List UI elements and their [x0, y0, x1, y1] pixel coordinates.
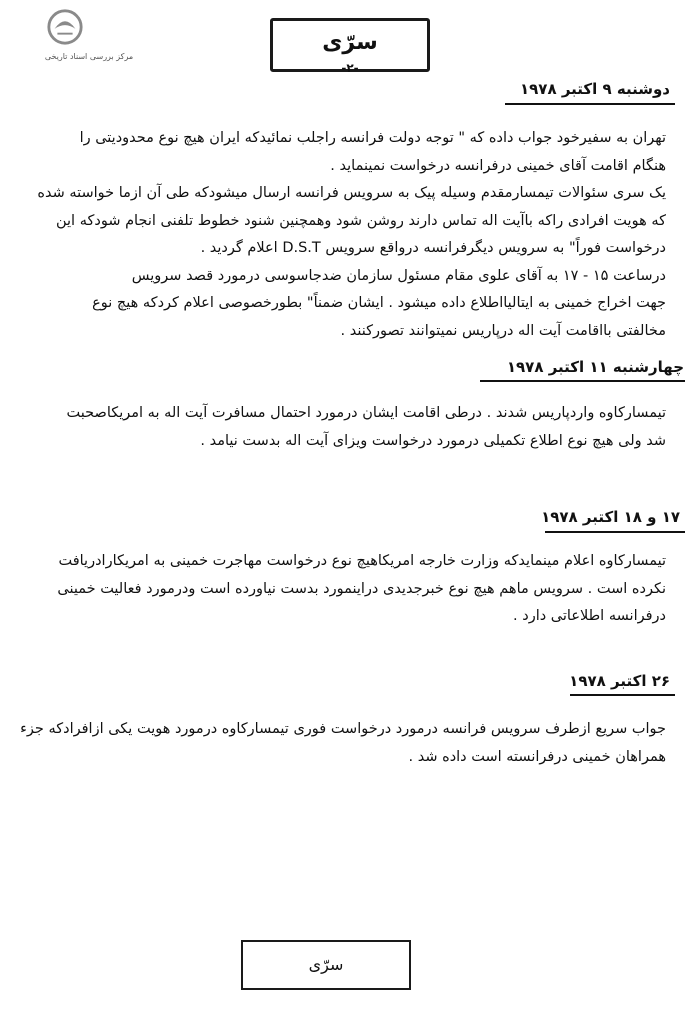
- text-line: درساعت ۱۵ - ۱۷ به آقای علوی مقام مسئول سازمان ضدجاسوسی درمورد قصد سرویس: [131, 267, 666, 284]
- footer-classification-stamp: [241, 940, 411, 990]
- entry-date: چهارشنبه ۱۱ اکتبر ۱۹۷۸: [506, 358, 684, 376]
- text-line: هنگام اقامت آقای خمینی درفرانسه درخواست نمینماید .: [330, 157, 666, 174]
- classification-stamp: [270, 18, 430, 75]
- text-line: تهران به سفیرخود جواب داده که " توجه دولت فرانسه راجلب نمائیدکه ایران هیچ نوع محدودیتی را: [79, 130, 666, 146]
- text-line: مخالفتی بااقامت آیت اله درپاریس نمیتوانند تصورکنند .: [340, 322, 666, 339]
- entry-body: [20, 400, 666, 455]
- entry-body: [20, 716, 666, 771]
- text-line: درفرانسه اطلاعاتی دارد .: [513, 608, 666, 624]
- watermark-text: مرکز بررسی اسناد تاریخی: [44, 52, 134, 61]
- text-line: که هویت افرادی راکه باآیت اله تماس دارند روشن شود وهمچنین شنود خطوط تلفنی انجام شودکه این: [55, 212, 666, 229]
- date-underline: [545, 531, 685, 533]
- text-line: تیمسارکاوه اعلام مینمایدکه وزارت خارجه امریکاهیچ نوع درخواست مهاجرت خمینی به امریکارادریافت: [58, 553, 666, 569]
- text-line: یک سری سئوالات تیمسارمقدم وسیله پیک به سرویس فرانسه ارسال میشودکه طی آن ازما خواسته شده: [37, 185, 666, 201]
- entry-date: ۱۷ و ۱۸ اکتبر ۱۹۷۸: [541, 508, 680, 526]
- text-line: جواب سریع ازطرف سرویس فرانسه درمورد درخواست فوری تیمسارکاوه درمورد هویت یکی ازافرادکه جزء: [20, 721, 666, 737]
- entry-body: [20, 125, 666, 345]
- entry-date: دوشنبه ۹ اکتبر ۱۹۷۸: [519, 80, 670, 98]
- text-line: جهت اخراج خمینی به ایتالیااطلاع داده میشود . ایشان ضمناً" بطورخصوصی اعلام کردکه هیچ نوع: [92, 295, 666, 311]
- text-line: همراهان خمینی درفرانسته است داده شد .: [408, 748, 666, 765]
- text-line: تیمسارکاوه واردپاریس شدند . درطی اقامت ایشان درمورد احتمال مسافرت آیت اله به امریکاصحبت: [66, 405, 666, 421]
- date-underline: [480, 380, 685, 382]
- text-line: نکرده است . سرویس ماهم هیچ نوع خبرجدیدی دراینمورد بدست نیاورده است ودرمورد فعالیت خمینی: [57, 580, 666, 597]
- footer-classification-label: سرّی: [308, 955, 344, 974]
- text-line: شد ولی هیچ نوع اطلاع تکمیلی درمورد درخواست ویزای آیت اله بدست نیامد .: [200, 432, 666, 449]
- page-number: -۲-: [341, 61, 359, 75]
- archive-watermark: [14, 8, 164, 68]
- date-underline: [570, 694, 675, 696]
- text-line: درخواست فوراً" به سرویس دیگرفرانسه درواقع سرویس D.S.T اعلام گردید .: [200, 240, 666, 256]
- archive-logo-icon: [46, 8, 84, 46]
- classification-label: سرّی: [322, 30, 378, 55]
- date-underline: [505, 103, 675, 105]
- entry-date: ۲۶ اکتبر ۱۹۷۸: [569, 672, 670, 690]
- entry-body: [20, 548, 666, 631]
